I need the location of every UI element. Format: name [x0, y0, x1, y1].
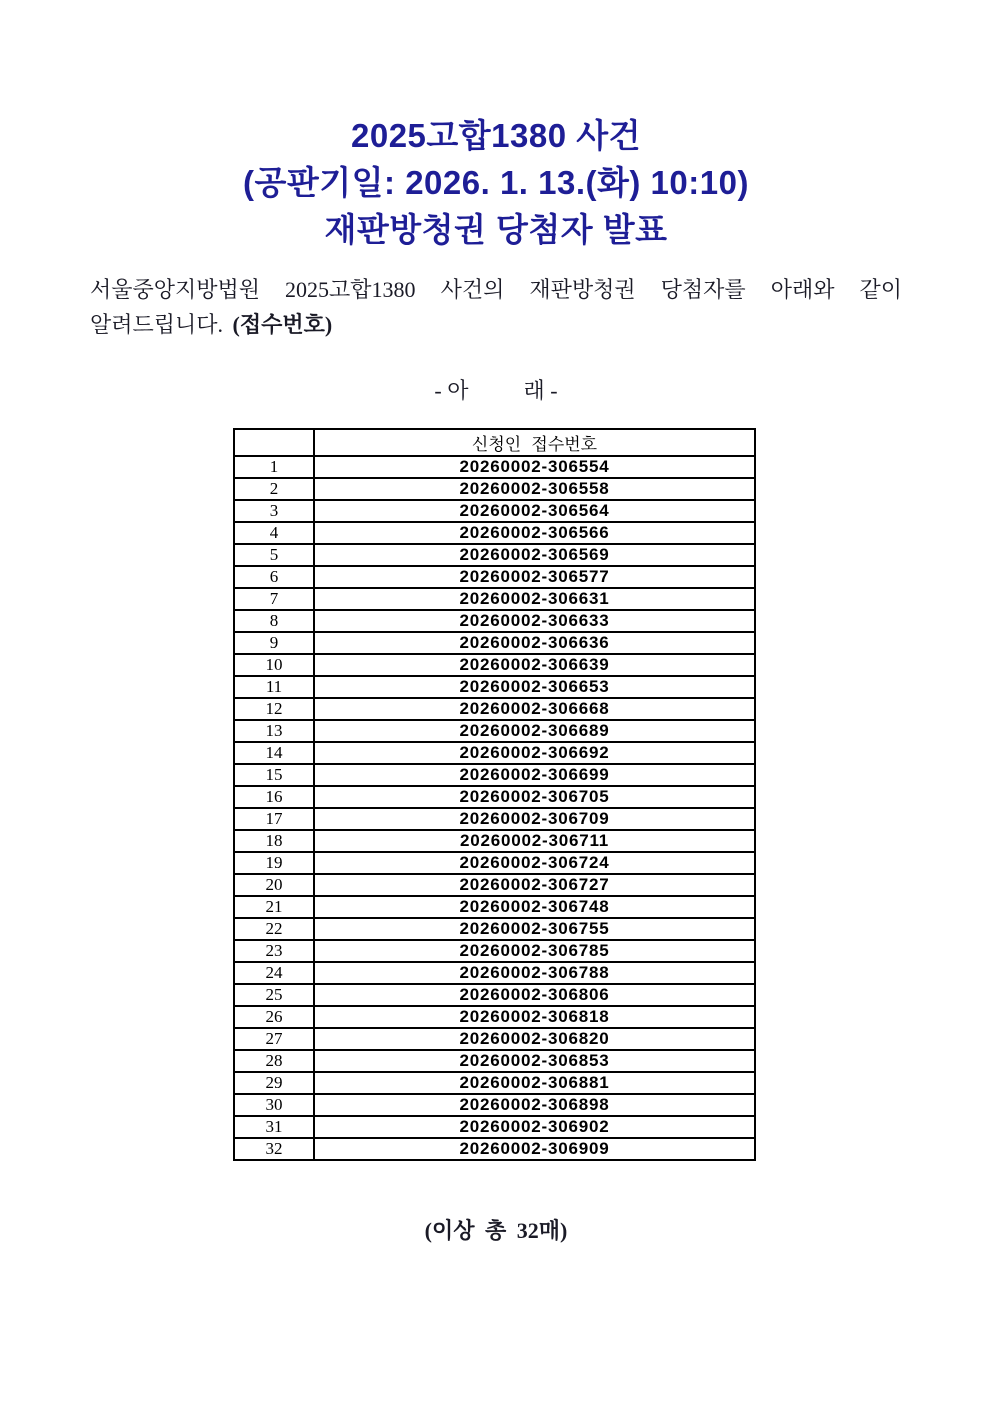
row-number-cell: 9	[234, 632, 314, 654]
receipt-number-cell: 20260002-306785	[314, 940, 755, 962]
title-announcement: 재판방청권 당첨자 발표	[324, 211, 668, 248]
receipt-number-cell: 20260002-306668	[314, 698, 755, 720]
row-number-cell: 16	[234, 786, 314, 808]
footer-total-count: (이상 총 32매)	[424, 1218, 568, 1243]
table-row	[234, 456, 755, 478]
receipt-number-cell: 20260002-306631	[314, 588, 755, 610]
receipt-number-cell: 20260002-306909	[314, 1138, 755, 1160]
receipt-number-cell: 20260002-306724	[314, 852, 755, 874]
table-row	[234, 676, 755, 698]
row-number-cell: 17	[234, 808, 314, 830]
row-number-cell: 11	[234, 676, 314, 698]
table-row	[234, 1094, 755, 1116]
table-row	[234, 720, 755, 742]
table-row	[234, 522, 755, 544]
row-number-cell: 23	[234, 940, 314, 962]
table-row	[234, 830, 755, 852]
row-number-cell: 12	[234, 698, 314, 720]
table-row	[234, 1072, 755, 1094]
table-row	[234, 500, 755, 522]
intro-line-2	[90, 307, 902, 342]
row-number-cell: 7	[234, 588, 314, 610]
below-separator-label: - 아 래 -	[434, 378, 558, 403]
document-title	[0, 112, 992, 253]
intro-line-2-text: 알려드립니다.	[90, 312, 233, 337]
table-row	[234, 566, 755, 588]
row-number-cell: 27	[234, 1028, 314, 1050]
receipt-number-cell: 20260002-306788	[314, 962, 755, 984]
table-row	[234, 1050, 755, 1072]
receipt-number-cell: 20260002-306699	[314, 764, 755, 786]
title-case-number: 2025고합1380 사건	[350, 117, 641, 154]
receipt-number-cell: 20260002-306711	[314, 830, 755, 852]
table-row	[234, 742, 755, 764]
receipt-number-cell: 20260002-306554	[314, 456, 755, 478]
table-header-receipt-number: 신청인 접수번호	[314, 429, 755, 456]
receipt-number-cell: 20260002-306689	[314, 720, 755, 742]
row-number-cell: 6	[234, 566, 314, 588]
receipt-number-cell: 20260002-306727	[314, 874, 755, 896]
receipt-number-cell: 20260002-306639	[314, 654, 755, 676]
table-row	[234, 698, 755, 720]
row-number-cell: 1	[234, 456, 314, 478]
receipt-number-cell: 20260002-306709	[314, 808, 755, 830]
table-row	[234, 852, 755, 874]
row-number-cell: 18	[234, 830, 314, 852]
row-number-cell: 28	[234, 1050, 314, 1072]
row-number-cell: 4	[234, 522, 314, 544]
row-number-cell: 10	[234, 654, 314, 676]
title-trial-date: (공판기일: 2026. 1. 13.(화) 10:10)	[243, 164, 749, 201]
row-number-cell: 13	[234, 720, 314, 742]
receipt-number-cell: 20260002-306705	[314, 786, 755, 808]
receipt-number-cell: 20260002-306748	[314, 896, 755, 918]
table-header-empty-cell	[234, 429, 314, 456]
intro-paragraph	[90, 272, 902, 342]
table-row	[234, 1006, 755, 1028]
row-number-cell: 31	[234, 1116, 314, 1138]
row-number-cell: 20	[234, 874, 314, 896]
table-row	[234, 1138, 755, 1160]
receipt-number-cell: 20260002-306820	[314, 1028, 755, 1050]
receipt-number-cell: 20260002-306653	[314, 676, 755, 698]
row-number-cell: 24	[234, 962, 314, 984]
row-number-cell: 8	[234, 610, 314, 632]
table-row	[234, 962, 755, 984]
receipt-number-cell: 20260002-306902	[314, 1116, 755, 1138]
receipt-number-cell: 20260002-306564	[314, 500, 755, 522]
intro-line-1: 서울중앙지방법원 2025고합1380 사건의 재판방청권 당첨자를 아래와 같이	[90, 277, 902, 302]
table-header-row	[234, 429, 755, 456]
row-number-cell: 25	[234, 984, 314, 1006]
table-row	[234, 786, 755, 808]
receipt-number-cell: 20260002-306881	[314, 1072, 755, 1094]
winner-table	[233, 428, 756, 1161]
receipt-number-cell: 20260002-306558	[314, 478, 755, 500]
row-number-cell: 14	[234, 742, 314, 764]
table-row	[234, 808, 755, 830]
table-row	[234, 764, 755, 786]
row-number-cell: 3	[234, 500, 314, 522]
table-row	[234, 544, 755, 566]
receipt-number-cell: 20260002-306755	[314, 918, 755, 940]
row-number-cell: 19	[234, 852, 314, 874]
row-number-cell: 5	[234, 544, 314, 566]
row-number-cell: 2	[234, 478, 314, 500]
table-row	[234, 632, 755, 654]
row-number-cell: 30	[234, 1094, 314, 1116]
row-number-cell: 15	[234, 764, 314, 786]
table-row	[234, 918, 755, 940]
table-row	[234, 896, 755, 918]
table-row	[234, 654, 755, 676]
receipt-number-cell: 20260002-306692	[314, 742, 755, 764]
table-row	[234, 940, 755, 962]
row-number-cell: 26	[234, 1006, 314, 1028]
receipt-number-cell: 20260002-306818	[314, 1006, 755, 1028]
table-row	[234, 984, 755, 1006]
receipt-number-cell: 20260002-306569	[314, 544, 755, 566]
receipt-number-cell: 20260002-306898	[314, 1094, 755, 1116]
receipt-number-cell: 20260002-306566	[314, 522, 755, 544]
table-row	[234, 1028, 755, 1050]
row-number-cell: 32	[234, 1138, 314, 1160]
receipt-number-cell: 20260002-306853	[314, 1050, 755, 1072]
table-body	[234, 456, 755, 1160]
table-row	[234, 610, 755, 632]
row-number-cell: 21	[234, 896, 314, 918]
table-row	[234, 478, 755, 500]
table-row	[234, 874, 755, 896]
intro-receipt-number-label: (접수번호)	[232, 312, 333, 337]
receipt-number-cell: 20260002-306633	[314, 610, 755, 632]
row-number-cell: 29	[234, 1072, 314, 1094]
receipt-number-cell: 20260002-306806	[314, 984, 755, 1006]
receipt-number-cell: 20260002-306636	[314, 632, 755, 654]
table-row	[234, 588, 755, 610]
receipt-number-cell: 20260002-306577	[314, 566, 755, 588]
table-row	[234, 1116, 755, 1138]
row-number-cell: 22	[234, 918, 314, 940]
